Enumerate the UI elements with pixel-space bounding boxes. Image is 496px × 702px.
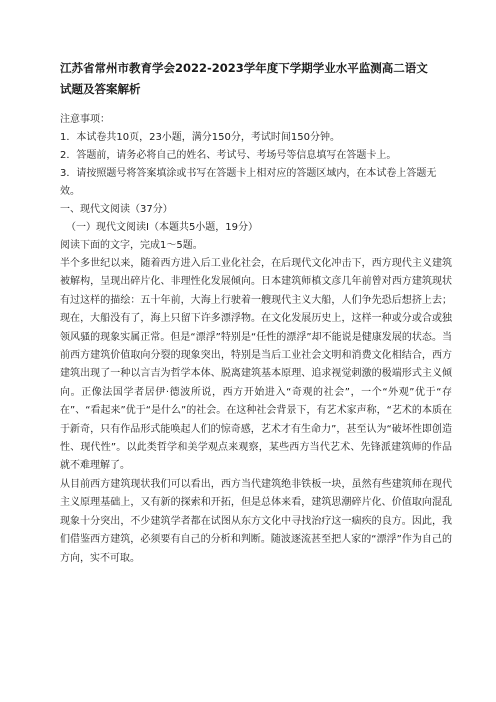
passage-paragraph-2: 从目前西方建筑现状我们可以看出，西方当代建筑绝非铁板一块，虽然有些建筑师在现代主义原理基础上，又有新的探索和开拓，但是总体来看，建筑思潮碎片化、价值取向混乱现象十分突出，不少建筑学者都在试图从东方文化中寻找治疗这一痼疾的良方。因此，我们借鉴西方建筑，必须要有自己的分析和判断。随波逐流甚至把人家的“漂浮”作为自己的方向，实不可取。 (60, 478, 452, 564)
subsection-heading: （一）现代文阅读Ⅰ（本题共5小题，19分） (66, 222, 259, 233)
document-title (60, 58, 452, 100)
title-line-1: 江苏省常州市教育学会2022-2023学年度下学期学业水平监测高二语文 (60, 61, 428, 75)
title-line-2: 试题及答案解析 (60, 82, 141, 96)
reading-instruction: 阅读下面的文字，完成1～5题。 (60, 240, 203, 251)
notice-item-1: 1．本试卷共10页，23小题，满分150分，考试时间150分钟。 (60, 132, 340, 143)
passage-paragraph-1: 半个多世纪以来，随着西方进入后工业化社会，在后现代文化冲击下，西方现代主义建筑被解构，呈现出碎片化、非理性化发展倾向。日本建筑师槙文彦几年前曾对西方建筑现状有过这样的描绘：五十年前，大海上行驶着一艘现代主义大船，人们争先恐后想挤上去；现在，大船没有了，海上只留下许多漂浮物。在文化发展历史上，这样一种或分或合或独领风骚的现象实属正常。但是“漂浮”特别是“任性的漂浮”却不能说是健康发展的状态。当前西方建筑价值取向分裂的现象突出，特别是当后工业社会文明和消费文化相结合，西方建筑出现了一种以言吉为哲学本体、脱离建筑基本原理、追求视觉刺激的极端形式主义倾向。正像法国学者居伊·德波所说，西方开始进入“奇观的社会”，一个“外观”优于“存在”、“看起来”优于“是什么”的社会。在这种社会背景下，有艺术家声称，“艺术的本质在于新奇，只有作品形式能唤起人们的惊奇感，艺术才有生命力”，甚至认为“破坏性即创造性、现代性”。以此类哲学和美学观点来观察，某些西方当代艺术、先锋派建筑师的作品就不难理解了。 (60, 258, 452, 472)
notice-item-3: 3．请按照题号将答案填涂或书写在答题卡上相对应的答题区域内，在本试卷上答题无效。 (60, 168, 437, 197)
notice-item-2: 2．答题前，请务必将自己的姓名、考试号、考场号等信息填写在答题卡上。 (60, 150, 397, 161)
section-heading: 一、现代文阅读（37分） (60, 204, 173, 215)
notice-heading: 注意事项： (60, 114, 110, 125)
